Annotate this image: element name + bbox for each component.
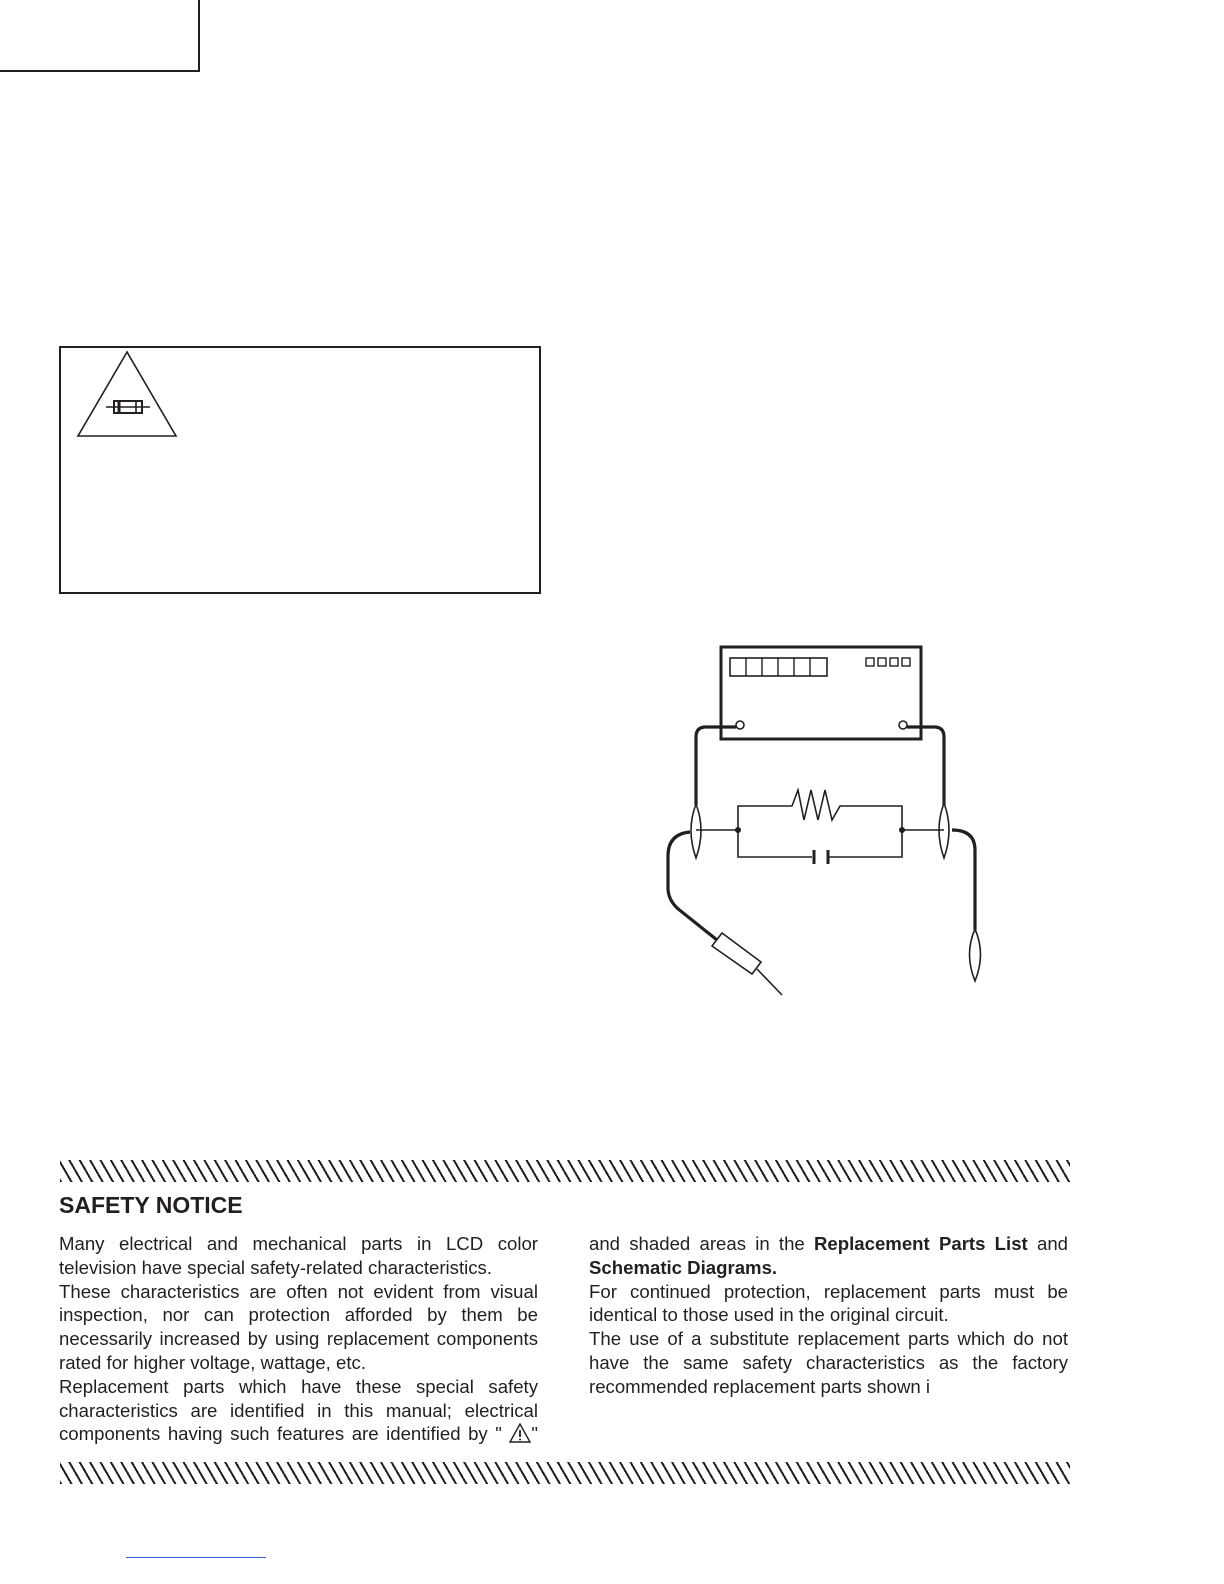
hatched-divider-bottom <box>60 1462 1070 1484</box>
text-line: Many electrical and mechanical parts in LCD color <box>59 1233 538 1254</box>
text-line: For continued protection, replacement parts must be <box>589 1280 1068 1302</box>
text-segment: components having such features are identified by " <box>59 1423 502 1445</box>
text-line: inspection, nor can protection afforded by them be <box>59 1304 538 1326</box>
leakage-current-test-circuit <box>650 640 1010 1005</box>
text-line: characteristics are identified in this manual; electrical <box>59 1399 538 1421</box>
text-segment: and shaded areas in the <box>589 1233 814 1254</box>
warning-triangle-icon <box>509 1423 531 1443</box>
text-line: These characteristics are often not evident from visual <box>59 1280 538 1302</box>
text-line <box>59 1422 538 1446</box>
text-line: The use of a substitute replacement parts which do not <box>589 1328 1068 1350</box>
corner-frame <box>0 0 200 72</box>
text-line <box>589 1256 1068 1280</box>
text-line: have the same safety characteristics as the factory <box>589 1351 1068 1373</box>
text-segment: and <box>1027 1233 1068 1254</box>
text-line: identical to those used in the original circuit. <box>589 1304 949 1326</box>
text-line <box>589 1232 1068 1256</box>
safety-notice-left-column <box>59 1232 538 1446</box>
footer-link-underline[interactable] <box>126 1557 266 1558</box>
text-line: television have special safety-related characteristics. <box>59 1256 493 1278</box>
text-line: Replacement parts which have these special safety <box>59 1375 538 1397</box>
fuse-warning-triangle-icon <box>76 350 180 442</box>
safety-notice-title: SAFETY NOTICE <box>59 1192 243 1218</box>
replacement-parts-list-ref: Replacement Parts List <box>813 1233 1028 1254</box>
safety-notice-right-column <box>589 1232 1068 1399</box>
text-line: rated for higher voltage, wattage, etc. <box>59 1351 366 1373</box>
text-line: recommended replacement parts shown i <box>589 1375 931 1397</box>
text-line: necessarily increased by using replacement components <box>59 1328 538 1350</box>
text-segment: " <box>531 1423 539 1445</box>
hatched-divider-top <box>60 1160 1070 1182</box>
schematic-diagrams-ref: Schematic Diagrams. <box>589 1256 778 1278</box>
